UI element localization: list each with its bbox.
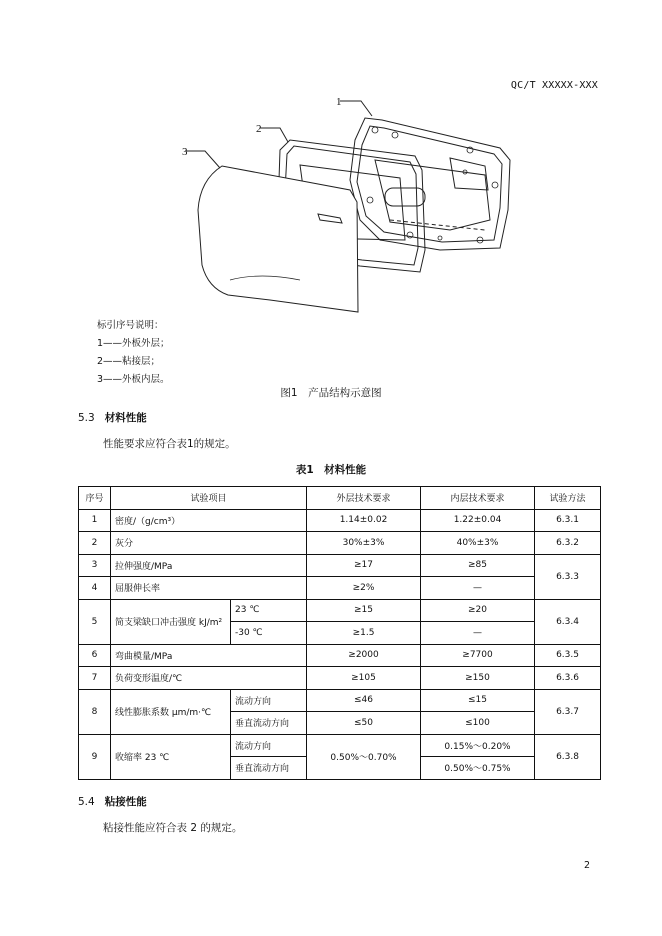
layer-3-inner-skin-drawing (198, 166, 358, 312)
section-5-3-heading (78, 410, 147, 425)
section-title: 粘接性能 (104, 796, 147, 808)
table-cell: ≥7700 (421, 644, 535, 667)
table-cell: 6.3.5 (535, 644, 601, 667)
table-cell: 1 (79, 509, 111, 532)
section-number: 5.4 (78, 796, 95, 808)
header-inner: 内层技术要求 (421, 487, 535, 510)
callout-1: 1 (336, 96, 342, 108)
table-cell: 垂直流动方向 (231, 712, 307, 735)
table-cell: 屈服伸长率 (111, 577, 307, 600)
table-cell: ≥1.5 (307, 622, 421, 645)
table-row (79, 577, 601, 600)
table-cell: 6.3.6 (535, 667, 601, 690)
table-row (79, 599, 601, 622)
table-cell: 弯曲模量/MPa (111, 644, 307, 667)
table-cell: 0.50%～0.75% (421, 757, 535, 780)
figure-caption: 图1 产品结构示意图 (280, 387, 382, 399)
table-cell: 6.3.7 (535, 689, 601, 734)
table-cell: 23 ℃ (231, 599, 307, 622)
table-cell: 负荷变形温度/℃ (111, 667, 307, 690)
table-cell: 3 (79, 554, 111, 577)
table-cell: 4 (79, 577, 111, 600)
header-item: 试验项目 (111, 487, 307, 510)
table-cell: 30%±3% (307, 532, 421, 555)
table-cell: 8 (79, 689, 111, 734)
section-number: 5.3 (78, 412, 95, 424)
section-5-3-text: 性能要求应符合表1的规定。 (103, 438, 236, 450)
table-header-row (79, 487, 601, 510)
table-cell: 收缩率 23 ℃ (111, 734, 231, 779)
table-cell: 简支梁缺口冲击强度 kJ/m² (111, 599, 231, 644)
table-row (79, 644, 601, 667)
table-cell: 6.3.1 (535, 509, 601, 532)
header-outer: 外层技术要求 (307, 487, 421, 510)
table-cell: 线性膨胀系数 μm/m·℃ (111, 689, 231, 734)
table-cell: 灰分 (111, 532, 307, 555)
page-number: 2 (583, 860, 590, 871)
table-row (79, 509, 601, 532)
header-method: 试验方法 (535, 487, 601, 510)
table-cell: 7 (79, 667, 111, 690)
table-cell: 6.3.2 (535, 532, 601, 555)
section-5-4-text: 粘接性能应符合表 2 的规定。 (103, 822, 243, 834)
table-cell: ≥150 (421, 667, 535, 690)
table-row (79, 689, 601, 712)
document-code: QC/T XXXXX-XXX (510, 80, 598, 91)
table-cell: 0.50%～0.70% (307, 734, 421, 779)
table-cell: 40%±3% (421, 532, 535, 555)
table-cell: ≥85 (421, 554, 535, 577)
materials-table (78, 486, 601, 780)
header-no: 序号 (79, 487, 111, 510)
table-cell: ≥20 (421, 599, 535, 622)
table-cell: ≤50 (307, 712, 421, 735)
table-cell: ≥17 (307, 554, 421, 577)
table-cell: ≤46 (307, 689, 421, 712)
legend-item-3: 3——外板内层。 (97, 374, 170, 385)
layer-1-outer-panel-drawing (350, 118, 510, 250)
table-cell: 0.15%～0.20% (421, 734, 535, 757)
table-cell: 拉伸强度/MPa (111, 554, 307, 577)
table-cell: 密度/（g/cm³） (111, 509, 307, 532)
table-cell: ≥105 (307, 667, 421, 690)
table-cell: 9 (79, 734, 111, 779)
table-cell: ≥15 (307, 599, 421, 622)
table-row (79, 532, 601, 555)
table-cell: 流动方向 (231, 734, 307, 757)
callout-3: 3 (182, 146, 188, 158)
table-row (79, 554, 601, 577)
table-cell: 1.22±0.04 (421, 509, 535, 532)
section-5-4-heading (78, 794, 147, 809)
table-cell: — (421, 577, 535, 600)
table-cell: 6 (79, 644, 111, 667)
table-cell: 流动方向 (231, 689, 307, 712)
table-row (79, 734, 601, 757)
table-cell: 1.14±0.02 (307, 509, 421, 532)
table-cell: 6.3.4 (535, 599, 601, 644)
legend-item-1: 1——外板外层； (97, 338, 170, 349)
table-cell: 垂直流动方向 (231, 757, 307, 780)
table-cell: 6.3.3 (535, 554, 601, 599)
table-cell: -30 ℃ (231, 622, 307, 645)
table-cell: ≥2% (307, 577, 421, 600)
callout-2: 2 (256, 123, 262, 135)
legend-title: 标引序号说明： (97, 320, 164, 331)
table-caption: 表1 材料性能 (295, 464, 367, 476)
legend-item-2: 2——粘接层； (97, 356, 161, 367)
table-cell: 5 (79, 599, 111, 644)
table-row (79, 667, 601, 690)
table-cell: — (421, 622, 535, 645)
product-structure-figure (150, 90, 530, 315)
table-cell: ≤15 (421, 689, 535, 712)
table-cell: 6.3.8 (535, 734, 601, 779)
section-title: 材料性能 (104, 412, 147, 424)
table-cell: ≤100 (421, 712, 535, 735)
table-cell: 2 (79, 532, 111, 555)
table-cell: ≥2000 (307, 644, 421, 667)
